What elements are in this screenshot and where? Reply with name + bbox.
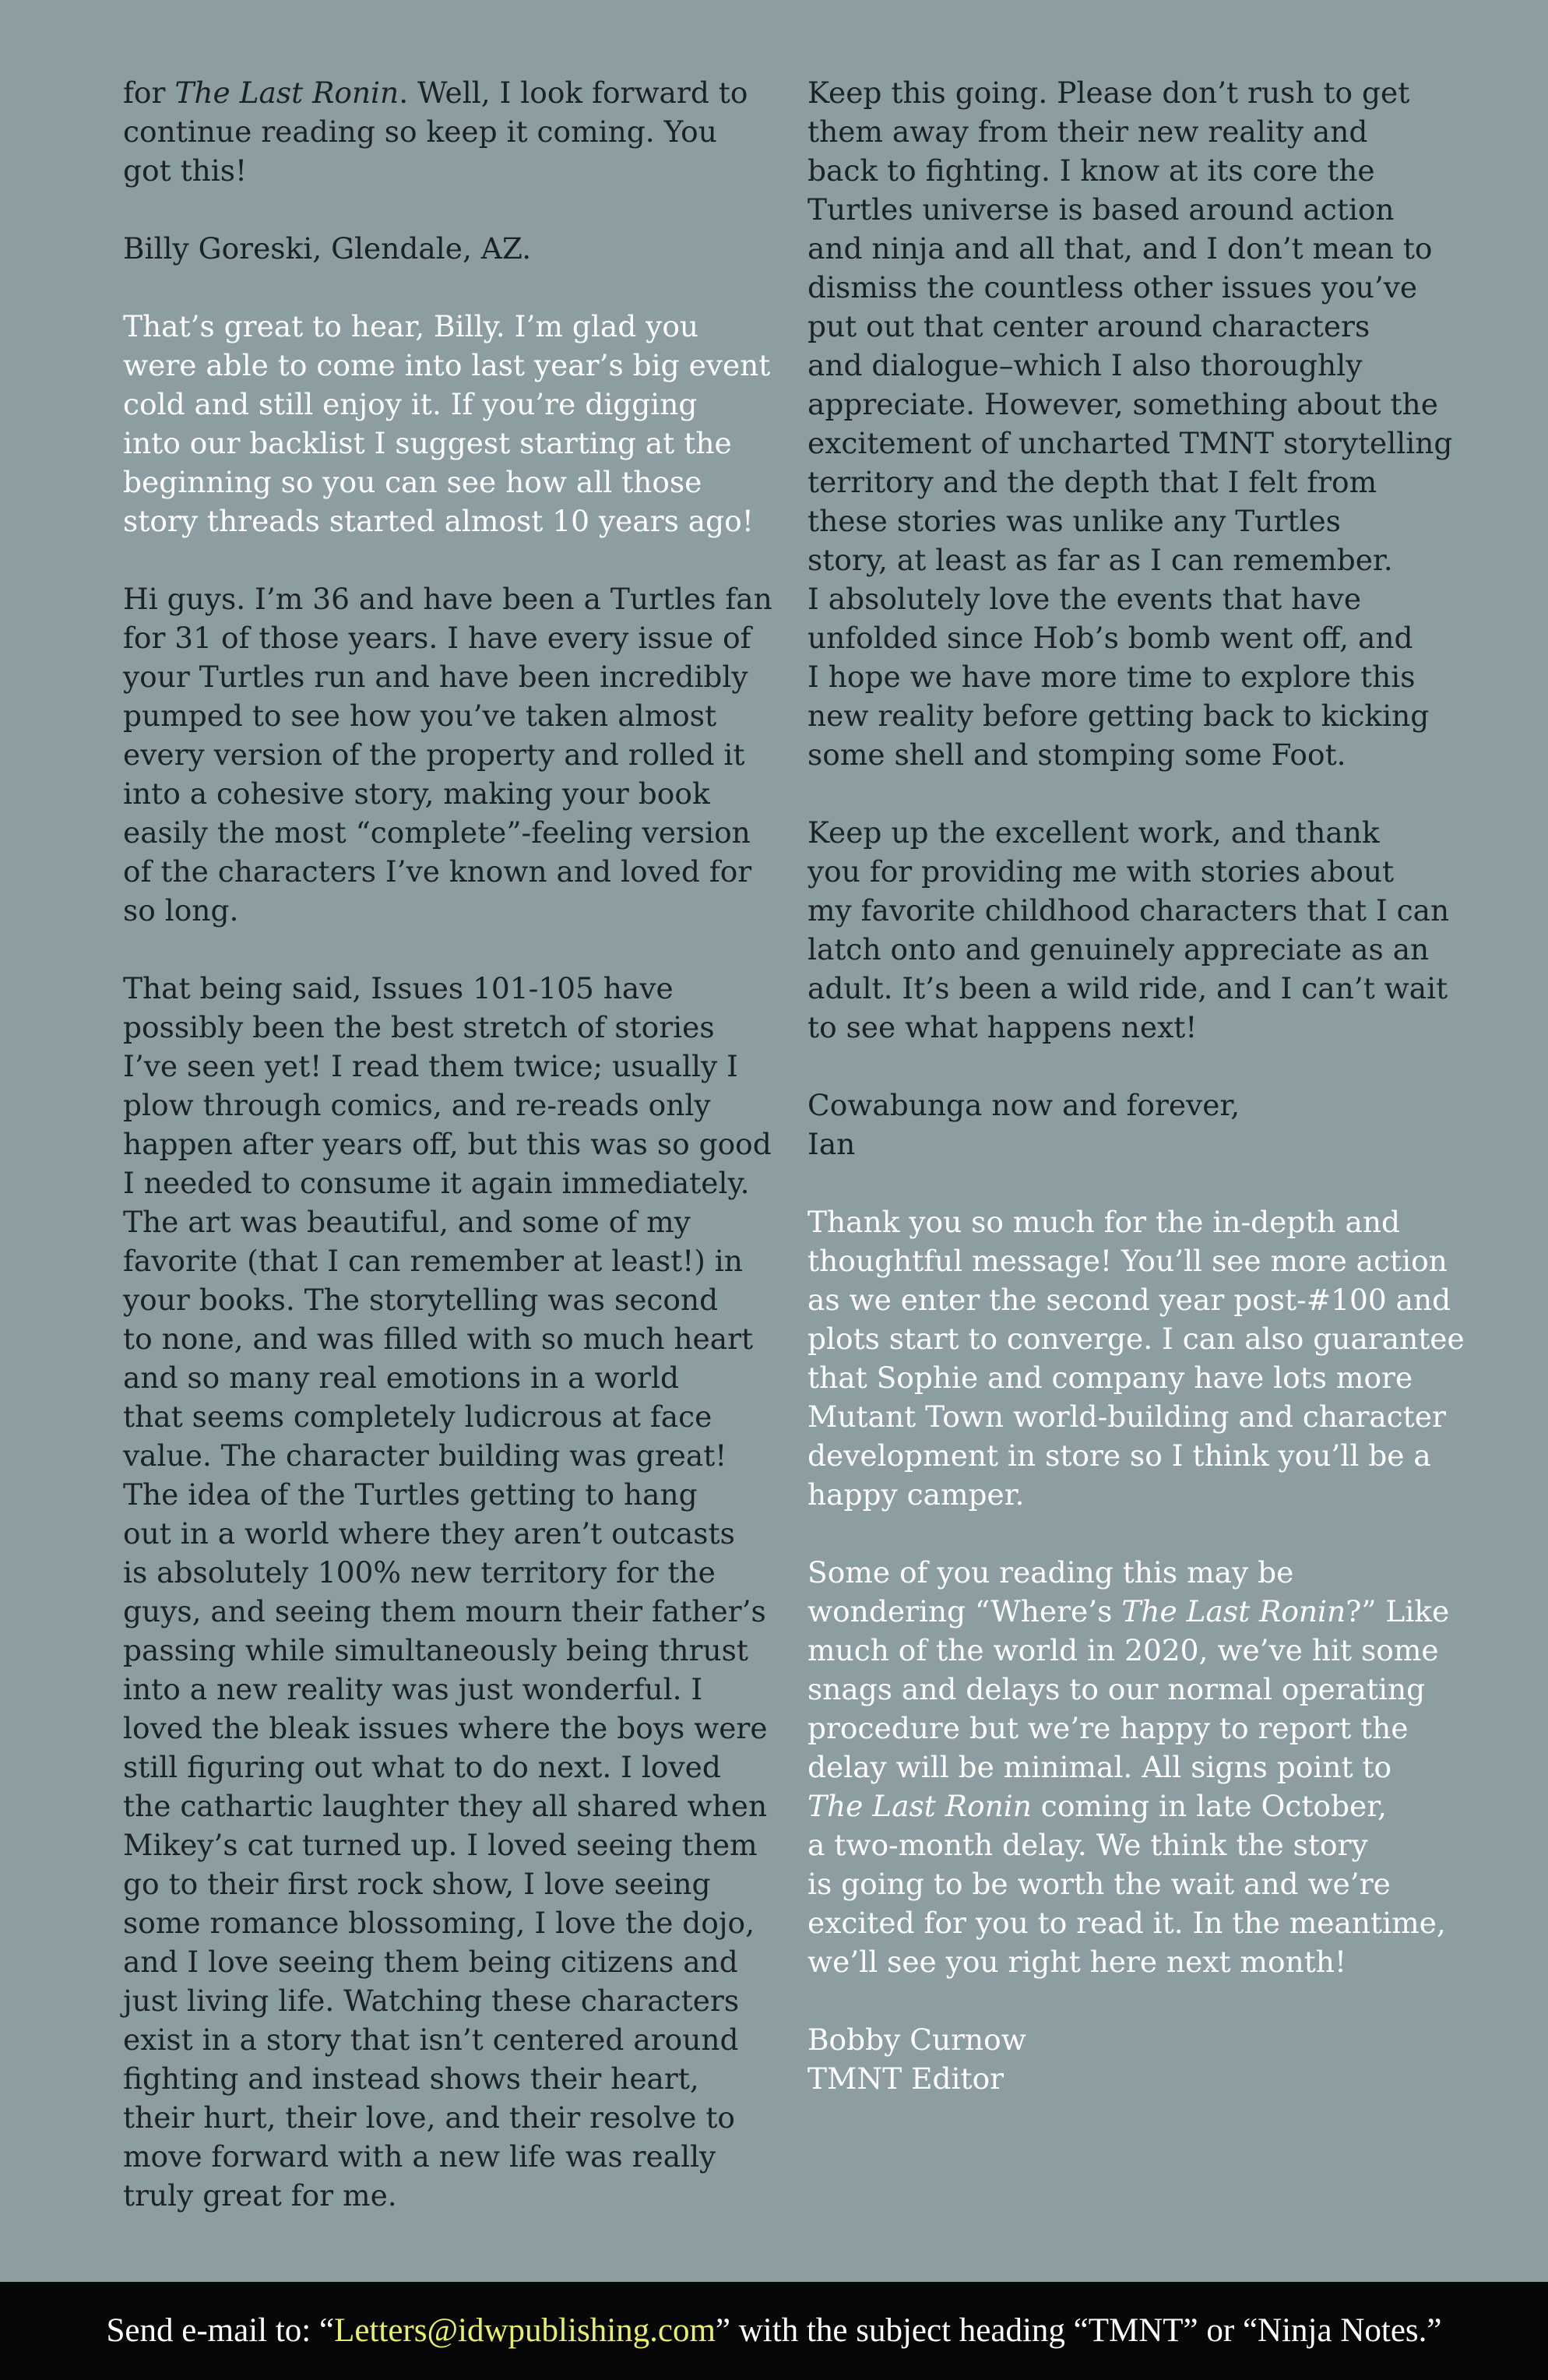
- text-segment: happen after years off, but this was so good: [123, 1127, 772, 1161]
- text-segment: . Well, I look forward to: [399, 76, 748, 110]
- text-segment: Billy Goreski, Glendale, AZ.: [123, 231, 532, 266]
- text-line: [807, 2020, 1462, 2059]
- right-column: [807, 73, 1465, 2098]
- text-segment: to see what happens next!: [807, 1010, 1198, 1044]
- text-segment: story, at least as far as I can remember.: [807, 543, 1393, 577]
- text-line: [123, 1397, 777, 1436]
- text-segment: into our backlist I suggest starting at the: [123, 426, 732, 460]
- text-segment: Keep this going. Please don’t rush to get: [807, 76, 1410, 110]
- text-line: [123, 1280, 777, 1319]
- italic-title: The Last Ronin: [174, 76, 399, 110]
- text-segment: Ian: [807, 1127, 856, 1161]
- text-line: [807, 1202, 1462, 1241]
- editor-reply-paragraph: [807, 2020, 1462, 2098]
- text-segment: Bobby Curnow: [807, 2023, 1026, 2057]
- text-line: [123, 852, 777, 891]
- text-line: [807, 1241, 1462, 1280]
- text-line: [123, 735, 777, 774]
- text-line: [807, 735, 1462, 774]
- text-segment: into a new reality was just wonderful. I: [123, 1672, 703, 1706]
- text-line: [807, 1125, 1462, 1164]
- text-line: [123, 1709, 777, 1748]
- text-line: [807, 1942, 1462, 1981]
- text-segment: them away from their new reality and: [807, 114, 1368, 149]
- text-segment: so long.: [123, 893, 239, 928]
- text-segment: excited for you to read it. In the meantime,: [807, 1906, 1446, 1940]
- left-column: [123, 73, 777, 2215]
- text-segment: new reality before getting back to kicking: [807, 699, 1430, 733]
- text-segment: and dialogue–which I also thoroughly: [807, 348, 1363, 382]
- text-segment: you for providing me with stories about: [807, 854, 1395, 889]
- text-segment: Keep up the excellent work, and thank: [807, 815, 1380, 850]
- text-line: [807, 852, 1462, 891]
- text-segment: for: [123, 76, 175, 110]
- text-line: [807, 268, 1462, 307]
- italic-title: The Last Ronin: [807, 1789, 1032, 1823]
- text-segment: still figuring out what to do next. I loved: [123, 1750, 721, 1784]
- text-line: [123, 774, 777, 813]
- text-line: [807, 385, 1462, 424]
- text-line: [807, 307, 1462, 346]
- reader-letter-paragraph: [807, 813, 1462, 1047]
- paragraph-gap: [123, 268, 777, 307]
- text-segment: adult. It’s been a wild ride, and I can’t wait: [807, 971, 1448, 1005]
- text-segment: as we enter the second year post-#100 and: [807, 1283, 1451, 1317]
- text-segment: your Turtles run and have been incredibly: [123, 660, 748, 694]
- text-line: [123, 1514, 777, 1553]
- paragraph-gap: [807, 1164, 1462, 1202]
- footer-prefix: Send e-mail to: “: [106, 2312, 335, 2349]
- text-line: [123, 1086, 777, 1125]
- text-segment: possibly been the best stretch of stories: [123, 1010, 715, 1044]
- text-segment: and I love seeing them being citizens and: [123, 1945, 738, 1979]
- text-segment: my favorite childhood characters that I can: [807, 893, 1450, 928]
- text-segment: Some of you reading this may be: [807, 1555, 1294, 1590]
- text-segment: some romance blossoming, I love the dojo,: [123, 1906, 755, 1940]
- text-line: [123, 2059, 777, 2098]
- text-line: [123, 2137, 777, 2176]
- text-line: [123, 2020, 777, 2059]
- paragraph-gap: [807, 1981, 1462, 2020]
- text-line: [123, 969, 777, 1008]
- text-line: [123, 502, 777, 540]
- text-line: [123, 1319, 777, 1358]
- text-line: [123, 1592, 777, 1631]
- text-segment: procedure but we’re happy to report the: [807, 1711, 1409, 1745]
- text-line: [807, 540, 1462, 579]
- text-line: [123, 229, 777, 268]
- text-line: [807, 112, 1462, 151]
- text-segment: exist in a story that isn’t centered around: [123, 2023, 739, 2057]
- text-segment: we’ll see you right here next month!: [807, 1945, 1347, 1979]
- text-segment: some shell and stomping some Foot.: [807, 738, 1346, 772]
- text-line: [123, 112, 777, 151]
- text-line: [123, 1670, 777, 1709]
- text-line: [807, 73, 1462, 112]
- text-segment: plots start to converge. I can also guarantee: [807, 1322, 1465, 1356]
- text-segment: is absolutely 100% new territory for the: [123, 1555, 716, 1590]
- text-line: [123, 1903, 777, 1942]
- text-line: [123, 307, 777, 346]
- paragraph-gap: [807, 1047, 1462, 1086]
- text-line: [123, 463, 777, 502]
- text-segment: story threads started almost 10 years ago!: [123, 504, 754, 538]
- text-line: [123, 1787, 777, 1825]
- text-line: [123, 891, 777, 930]
- text-line: [123, 1825, 777, 1864]
- text-segment: snags and delays to our normal operating: [807, 1672, 1426, 1706]
- text-segment: and ninja and all that, and I don’t mean to: [807, 231, 1433, 266]
- text-line: [807, 1592, 1462, 1631]
- text-line: [123, 1748, 777, 1787]
- text-line: [807, 1008, 1462, 1047]
- text-segment: and so many real emotions in a world: [123, 1361, 679, 1395]
- reader-letter-paragraph: [123, 229, 777, 268]
- text-line: [123, 151, 777, 190]
- text-segment: happy camper.: [807, 1477, 1025, 1512]
- text-segment: of the characters I’ve known and loved for: [123, 854, 752, 889]
- text-segment: The art was beautiful, and some of my: [123, 1205, 691, 1239]
- text-line: [807, 1709, 1462, 1748]
- text-line: [123, 1631, 777, 1670]
- text-segment: these stories was unlike any Turtles: [807, 504, 1341, 538]
- text-line: [807, 1358, 1462, 1397]
- text-line: [807, 1787, 1462, 1825]
- text-line: [807, 657, 1462, 696]
- text-line: [807, 1086, 1462, 1125]
- text-segment: to none, and was filled with so much heart: [123, 1322, 754, 1356]
- text-segment: coming in late October,: [1031, 1789, 1387, 1823]
- text-line: [807, 1475, 1462, 1514]
- text-line: [807, 151, 1462, 190]
- text-segment: that seems completely ludicrous at face: [123, 1399, 712, 1434]
- text-line: [123, 657, 777, 696]
- text-segment: favorite (that I can remember at least!) in: [123, 1244, 743, 1278]
- text-line: [123, 1864, 777, 1903]
- reader-letter-paragraph: [123, 969, 777, 2215]
- text-segment: easily the most “complete”-feeling version: [123, 815, 751, 850]
- text-segment: move forward with a new life was really: [123, 2139, 716, 2174]
- text-line: [123, 73, 777, 112]
- text-segment: every version of the property and rolled it: [123, 738, 745, 772]
- text-segment: Mutant Town world-building and character: [807, 1399, 1446, 1434]
- text-segment: continue reading so keep it coming. You: [123, 114, 717, 149]
- text-line: [807, 1397, 1462, 1436]
- text-segment: Cowabunga now and forever,: [807, 1088, 1240, 1122]
- reader-letter-paragraph: [123, 579, 777, 930]
- text-line: [123, 1981, 777, 2020]
- text-segment: a two-month delay. We think the story: [807, 1828, 1368, 1862]
- paragraph-gap: [123, 930, 777, 969]
- text-segment: development in store so I think you’ll be a: [807, 1438, 1431, 1473]
- text-line: [807, 1319, 1465, 1358]
- text-line: [807, 2059, 1462, 2098]
- text-segment: I needed to consume it again immediately.: [123, 1166, 750, 1200]
- text-segment: Hi guys. I’m 36 and have been a Turtles fan: [123, 582, 772, 616]
- text-line: [123, 1241, 777, 1280]
- text-segment: wondering “Where’s: [807, 1594, 1122, 1628]
- text-line: [807, 1864, 1462, 1903]
- text-segment: got this!: [123, 153, 248, 188]
- text-line: [807, 1670, 1462, 1709]
- text-line: [123, 1164, 777, 1202]
- text-segment: That being said, Issues 101-105 have: [123, 971, 674, 1005]
- text-segment: TMNT Editor: [807, 2061, 1004, 2096]
- text-segment: I absolutely love the events that have: [807, 582, 1362, 616]
- text-segment: Turtles universe is based around action: [807, 192, 1395, 227]
- text-line: [807, 813, 1462, 852]
- text-line: [807, 1280, 1462, 1319]
- text-line: [807, 1825, 1462, 1864]
- text-segment: loved the bleak issues where the boys were: [123, 1711, 768, 1745]
- text-segment: latch onto and genuinely appreciate as an: [807, 932, 1430, 966]
- text-segment: your books. The storytelling was second: [123, 1283, 719, 1317]
- text-line: [123, 579, 777, 618]
- editor-reply-paragraph: [807, 1202, 1465, 1514]
- paragraph-gap: [807, 774, 1462, 813]
- text-segment: were able to come into last year’s big event: [123, 348, 771, 382]
- text-line: [123, 2098, 777, 2137]
- text-segment: I hope we have more time to explore this: [807, 660, 1416, 694]
- text-segment: put out that center around characters: [807, 309, 1370, 343]
- text-line: [123, 696, 777, 735]
- footer-bar: [0, 2282, 1548, 2380]
- text-line: [807, 696, 1462, 735]
- text-line: [807, 1553, 1462, 1592]
- text-segment: Mikey’s cat turned up. I loved seeing them: [123, 1828, 758, 1862]
- text-line: [123, 424, 777, 463]
- text-segment: passing while simultaneously being thrust: [123, 1633, 748, 1667]
- text-segment: The idea of the Turtles getting to hang: [123, 1477, 698, 1512]
- text-line: [807, 1748, 1462, 1787]
- paragraph-gap: [123, 540, 777, 579]
- text-line: [123, 1553, 777, 1592]
- text-segment: for 31 of those years. I have every issue of: [123, 621, 751, 655]
- text-segment: Thank you so much for the in-depth and: [807, 1205, 1400, 1239]
- text-line: [807, 618, 1462, 657]
- text-segment: truly great for me.: [123, 2178, 397, 2213]
- text-line: [807, 502, 1462, 540]
- footer-email-link[interactable]: Letters@idwpublishing.com: [334, 2312, 716, 2349]
- text-line: [807, 424, 1462, 463]
- text-segment: value. The character building was great!: [123, 1438, 727, 1473]
- text-segment: pumped to see how you’ve taken almost: [123, 699, 717, 733]
- text-segment: ?” Like: [1346, 1594, 1450, 1628]
- text-line: [807, 190, 1462, 229]
- text-segment: I’ve seen yet! I read them twice; usually I: [123, 1049, 738, 1083]
- text-segment: dismiss the countless other issues you’ve: [807, 270, 1418, 305]
- text-line: [807, 891, 1462, 930]
- text-line: [807, 579, 1462, 618]
- text-segment: fighting and instead shows their heart,: [123, 2061, 699, 2096]
- text-line: [123, 1008, 777, 1047]
- text-segment: appreciate. However, something about the: [807, 387, 1438, 421]
- reader-letter-paragraph: [807, 1086, 1462, 1164]
- text-line: [807, 1903, 1462, 1942]
- text-line: [123, 1125, 777, 1164]
- text-line: [123, 385, 777, 424]
- footer-suffix: ” with the subject heading “TMNT” or “Ninja Notes.”: [715, 2312, 1442, 2349]
- text-segment: just living life. Watching these characters: [123, 1984, 740, 2018]
- text-line: [807, 969, 1462, 1008]
- text-segment: is going to be worth the wait and we’re: [807, 1867, 1391, 1901]
- text-line: [123, 1436, 777, 1475]
- text-segment: guys, and seeing them mourn their father’s: [123, 1594, 766, 1628]
- paragraph-gap: [807, 1514, 1462, 1553]
- text-line: [807, 229, 1462, 268]
- text-segment: delay will be minimal. All signs point to: [807, 1750, 1392, 1784]
- text-segment: the cathartic laughter they all shared when: [123, 1789, 768, 1823]
- text-segment: thoughtful message! You’ll see more action: [807, 1244, 1448, 1278]
- editor-reply-paragraph: [123, 307, 777, 540]
- text-line: [807, 346, 1462, 385]
- text-line: [807, 930, 1462, 969]
- text-line: [807, 463, 1462, 502]
- text-segment: excitement of uncharted TMNT storytelling: [807, 426, 1453, 460]
- text-segment: that Sophie and company have lots more: [807, 1361, 1413, 1395]
- text-segment: territory and the depth that I felt from: [807, 465, 1377, 499]
- text-segment: out in a world where they aren’t outcasts: [123, 1516, 735, 1551]
- paragraph-gap: [123, 190, 777, 229]
- text-line: [123, 1942, 777, 1981]
- italic-title: The Last Ronin: [1121, 1594, 1346, 1628]
- text-line: [123, 1358, 777, 1397]
- text-segment: into a cohesive story, making your book: [123, 776, 710, 811]
- text-line: [807, 1436, 1462, 1475]
- text-segment: back to fighting. I know at its core the: [807, 153, 1375, 188]
- reader-letter-paragraph: [123, 73, 777, 190]
- reader-letter-paragraph: [807, 73, 1462, 774]
- text-segment: their hurt, their love, and their resolve to: [123, 2100, 735, 2135]
- text-segment: much of the world in 2020, we’ve hit some: [807, 1633, 1439, 1667]
- text-line: [123, 813, 777, 852]
- text-segment: unfolded since Hob’s bomb went off, and: [807, 621, 1413, 655]
- text-line: [123, 2176, 777, 2215]
- text-line: [123, 346, 777, 385]
- text-line: [123, 1475, 777, 1514]
- text-line: [123, 618, 777, 657]
- text-line: [123, 1202, 777, 1241]
- editor-reply-paragraph: [807, 1553, 1462, 1981]
- text-line: [807, 1631, 1462, 1670]
- text-segment: That’s great to hear, Billy. I’m glad you: [123, 309, 699, 343]
- text-line: [123, 1047, 777, 1086]
- text-segment: plow through comics, and re-reads only: [123, 1088, 711, 1122]
- text-segment: go to their first rock show, I love seeing: [123, 1867, 711, 1901]
- text-segment: cold and still enjoy it. If you’re digging: [123, 387, 698, 421]
- text-segment: beginning so you can see how all those: [123, 465, 702, 499]
